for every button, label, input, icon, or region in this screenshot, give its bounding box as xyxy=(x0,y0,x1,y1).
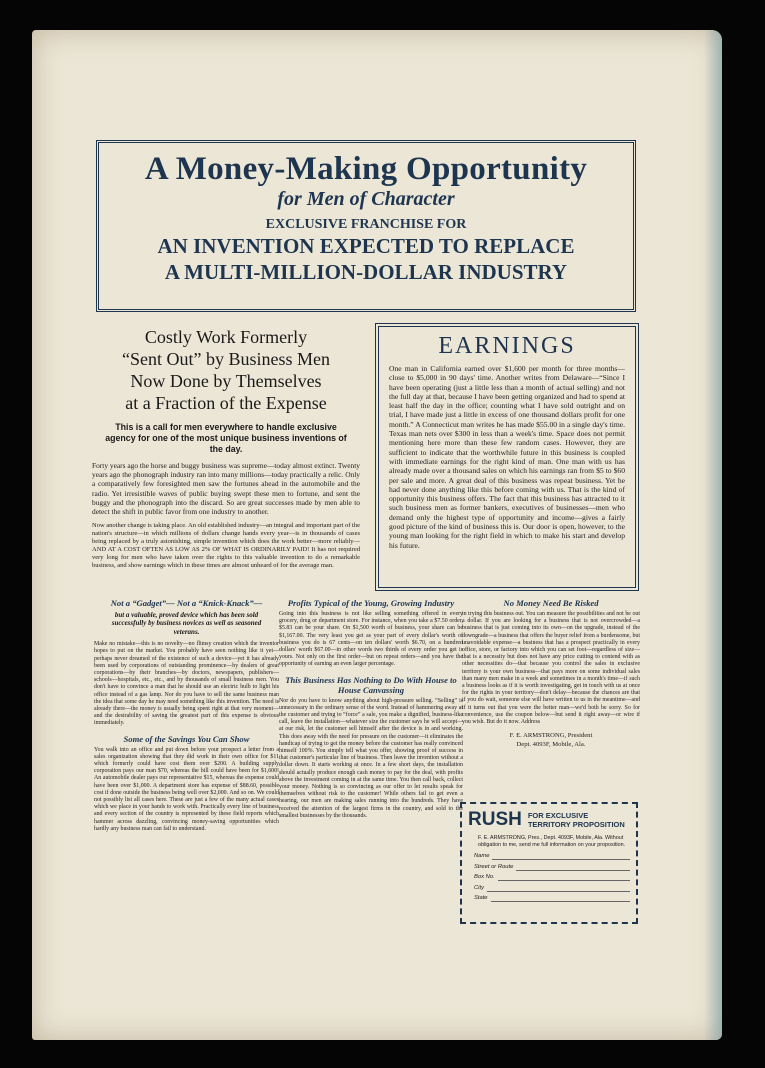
column-3 xyxy=(462,598,640,749)
col2-heading-2: This Business Has Nothing to Do With House to House Canvassing xyxy=(285,674,457,695)
coupon-field-name[interactable] xyxy=(474,851,630,862)
col2-heading: Profits Typical of the Young, Growing Industry xyxy=(287,598,455,608)
feature-headline-2: “Sent Out” by Business Men xyxy=(122,349,330,369)
column-2 xyxy=(279,598,463,820)
coupon-field-line xyxy=(491,893,630,902)
col1-heading-2: Some of the Savings You Can Show xyxy=(123,733,250,744)
feature-call: This is a call for men everywhere to handle exclusive agency for one of the most unique business inventions of the day. xyxy=(105,422,347,454)
edge-discoloration xyxy=(704,30,722,1040)
col2-body: Going into this business is not like selling something offered in every grocery, drug or department store. For instance, when you take a $7.50 order, $5.83 can be your share. On $1,500 worth of business, your share can be $1,167.00. The very least you get as your part of every dollar's worth of business you do is 67 cents—on ten dollars' worth $6.70, on a hundred dollars' worth $67.00—in other words two thirds of every order you get is yours. Not only on the first order—but on repeat orders—and you have the opportunity of earning an even larger percentage. xyxy=(279,611,463,668)
earnings-body: One man in California earned over $1,600 per month for three months—close to $5,000 in 90 days' time. Another writes from Delaware—“Since I have been operating (just a little less than a month of actual selling) and not the full day at that, because I have been getting organized and had to spend at least half the day in the office; counting what I have sold outright and on trial, I have made just a little in excess of one thousand dollars profit for one month.” A Connecticut man writes he has made $55.00 in a single day's time. Texas man nets over $300 in less than a week's time. Space does not permit mentioning here more than these few random cases. However, they are sufficient to indicate that the worthwhile future in this business is coupled with immediate earnings for the right kind of man. One man with us has already made over a thousand sales on which his earnings ran from $5 to $60 per sale and more. A great deal of this business was repeat business. Yet he had never done anything like this before coming with us. That is the kind of opportunity this business offers. The fact that this business has attracted to it such business men as former bankers, executives of businesses—men who demand only the highest type of opportunity and income—gives a fairly good picture of the kind of business this is. Our door is open, however, to the young man looking for the right field in which to make his start and develop his future. xyxy=(389,364,625,550)
coupon-rush: RUSH xyxy=(468,809,522,830)
coupon-field-line xyxy=(498,872,630,881)
invention-line: AN INVENTION EXPECTED TO REPLACE xyxy=(157,234,575,258)
coupon-address: F. E. ARMSTRONG, Pres., Dept. 4093F, Mobile, Ala. Without obligation to me, send me full information on your proposition. xyxy=(478,835,626,848)
col3-heading: No Money Need Be Risked xyxy=(503,598,599,608)
industry-line: A MULTI-MILLION-DOLLAR INDUSTRY xyxy=(164,260,568,284)
col2-body-2: Nor do you have to know anything about high-pressure selling. “Selling” is unnecessary in the ordinary sense of the word. Instead of hammering away at the customer and trying to “force” a sale, you make a dignified, business-like call, leave the installation—whatever size the customer says he will accept—at our risk, let the customer sell himself after the device is in and working. This does away with the need for pressure on the customer—it eliminates the handicap of trying to get the money before the customer has really convinced himself 100%. You simply tell what you offer, showing proof of success in that customer's particular line of business. Then leave the invention without a dollar down. It starts working at once. In a few short days, the installation should actually produce enough cash money to pay for the deal, with profits above the investment coming in at the same time. You then call back, collect your money. Nothing is so convincing as our offer to let results speak for themselves without risk to the customer! While others fail to get even a hearing, our men are making sales running into the hundreds. They have received the attention of the largest firms in the country, and sold to the smallest businesses by the thousands. xyxy=(279,697,463,819)
coupon-tag xyxy=(528,811,625,829)
headline-title: A Money-Making Opportunity xyxy=(144,151,588,187)
col1-lead: but a valuable, proved device which has been sold successfully by business novices as well as seasoned veterans. xyxy=(111,611,262,636)
col3-body: in trying this business out. You can measure the possibilities and not be out a dollar. If you are looking for a business that is not overcrowded—a business that is just coming into its own—on the upgrade, instead of the downgrade—a business that offers the buyer relief from a burdensome, but unavoidable expense—a business that has a prospect practically in every office, store, or factory into which you can set foot—regardless of size—that is a necessity but does not have any price cutting to contend with as other necessities do—that because you control the sales in exclusive territory is your own business—that pays more on some individual sales than many men make in a week and sometimes in a month's time—if such a business looks as if it is worth investigating, get in touch with us at once for the rights in your territory—don't delay—because the chances are that if you do wait, someone else will have written to us in the meantime—and if it turns out that you were the better man—we'd both be sorry. So for convenience, use the coupon below—but send it right away—or wire if you wish. But do it now. Address xyxy=(462,611,640,726)
coupon-field-label: State xyxy=(474,895,488,902)
left-feature xyxy=(92,326,360,572)
coupon-field-line xyxy=(487,883,630,892)
coupon-tag-2: TERRITORY PROPOSITION xyxy=(527,820,625,829)
col1-heading: Not a “Gadget”— Not a “Knick-Knack”— xyxy=(110,598,263,608)
feature-paragraph-1: Forty years ago the horse and buggy business was supreme—today almost extinct. Twenty years ago the phonograph industry ran into many millions—today practically a relic. Only a comparatively few foresighted men saw the fortunes ahead in the automobile and the radio. Yet irresistible waves of public buying swept these men to fortune, and sent the buggy and the phonograph into the discard. So are great successes made by men able to detect the shift in public favor from one industry to another. xyxy=(92,461,360,517)
coupon-field-street[interactable] xyxy=(474,862,630,873)
feature-paragraph-2: Now another change is taking place. An old established industry—an integral and important part of the nation's structure—in which millions of dollars change hands every year—is in thousands of cases being replaced by a truly astonishing, simple invention which does the work better—more reliably—AND AT A COST OFTEN AS LOW AS 2% OF WHAT IS ORDINARILY PAID! It has not required very long for men who have taken over the rights to this valuable invention to do a remarkable business, and show earnings which in these times are almost unheard of for the average man. xyxy=(92,522,360,570)
coupon-field-state[interactable] xyxy=(474,893,630,904)
signature-name: F. E. ARMSTRONG, President xyxy=(509,732,593,740)
feature-headline-1: Costly Work Formerly xyxy=(144,327,308,347)
col1-body: Make no mistake—this is no novelty—no flimsy creation which the inventor hopes to put on the market. You probably have seen nothing like it yet—perhaps never dreamed of the existence of such a device—yet it has already been used by corporations of outstanding prominence—by dealers of great corporations—by their branches—by doctors, newspapers, publishers—schools—hospitals, etc., etc., and by thousands of small business men. You don't have to convince a man that he should use an electric bulb to light his office instead of a gas lamp. Nor do you have to sell the same business man the idea that some day he may need something like this invention. The need is already there—the money is usually being spent right at that very moment—and the desirability of saving the greatest part of this expense is obvious immediately. xyxy=(94,641,279,727)
coupon-field-line xyxy=(492,851,630,860)
feature-headline-3: Now Done by Themselves xyxy=(130,371,322,391)
coupon-field-label: Box No. xyxy=(474,874,495,881)
signature-dept: Dept. 4093F, Mobile, Ala. xyxy=(516,740,586,748)
coupon-field-city[interactable] xyxy=(474,883,630,894)
coupon-field-label: Name xyxy=(474,853,490,860)
coupon-header xyxy=(468,809,630,831)
feature-headline-4: at a Fraction of the Expense xyxy=(125,393,327,413)
headline-box xyxy=(96,140,636,312)
coupon-field-label: Street or Route xyxy=(474,863,514,870)
coupon-field-box[interactable] xyxy=(474,872,630,883)
magazine-back-cover xyxy=(32,30,722,1040)
franchise-line: EXCLUSIVE FRANCHISE FOR xyxy=(265,217,467,232)
column-1 xyxy=(94,598,279,833)
earnings-title: EARNINGS xyxy=(438,333,576,359)
coupon-field-line xyxy=(516,862,630,871)
coupon-tag-1: FOR EXCLUSIVE xyxy=(527,811,589,820)
rush-coupon[interactable] xyxy=(460,802,638,924)
col1-body-2: You walk into an office and put down before your prospect a letter from a sales organization showing that they did work in their own office for $11 which formerly could have cost them over $200. A building supply corporation pays our man $70, whereas the bill could have been for $1,600! An automobile dealer pays our representative $15, whereas the expense could have been over $1,000. A department store has expense of $88.60, possible cost if done outside the business being well over $2,000. And so on. We could not possibly list all cases here. These are just a few of the many actual cases which we place in your hands to work with. Practically every line of business and every section of the country is represented by these field reports which hammer across dazzling, convincing money-saving opportunities which hardly any business man can fail to understand. xyxy=(94,746,279,832)
earnings-box xyxy=(378,326,636,588)
headline-subtitle: for Men of Character xyxy=(277,188,455,210)
coupon-field-label: City xyxy=(474,884,484,891)
